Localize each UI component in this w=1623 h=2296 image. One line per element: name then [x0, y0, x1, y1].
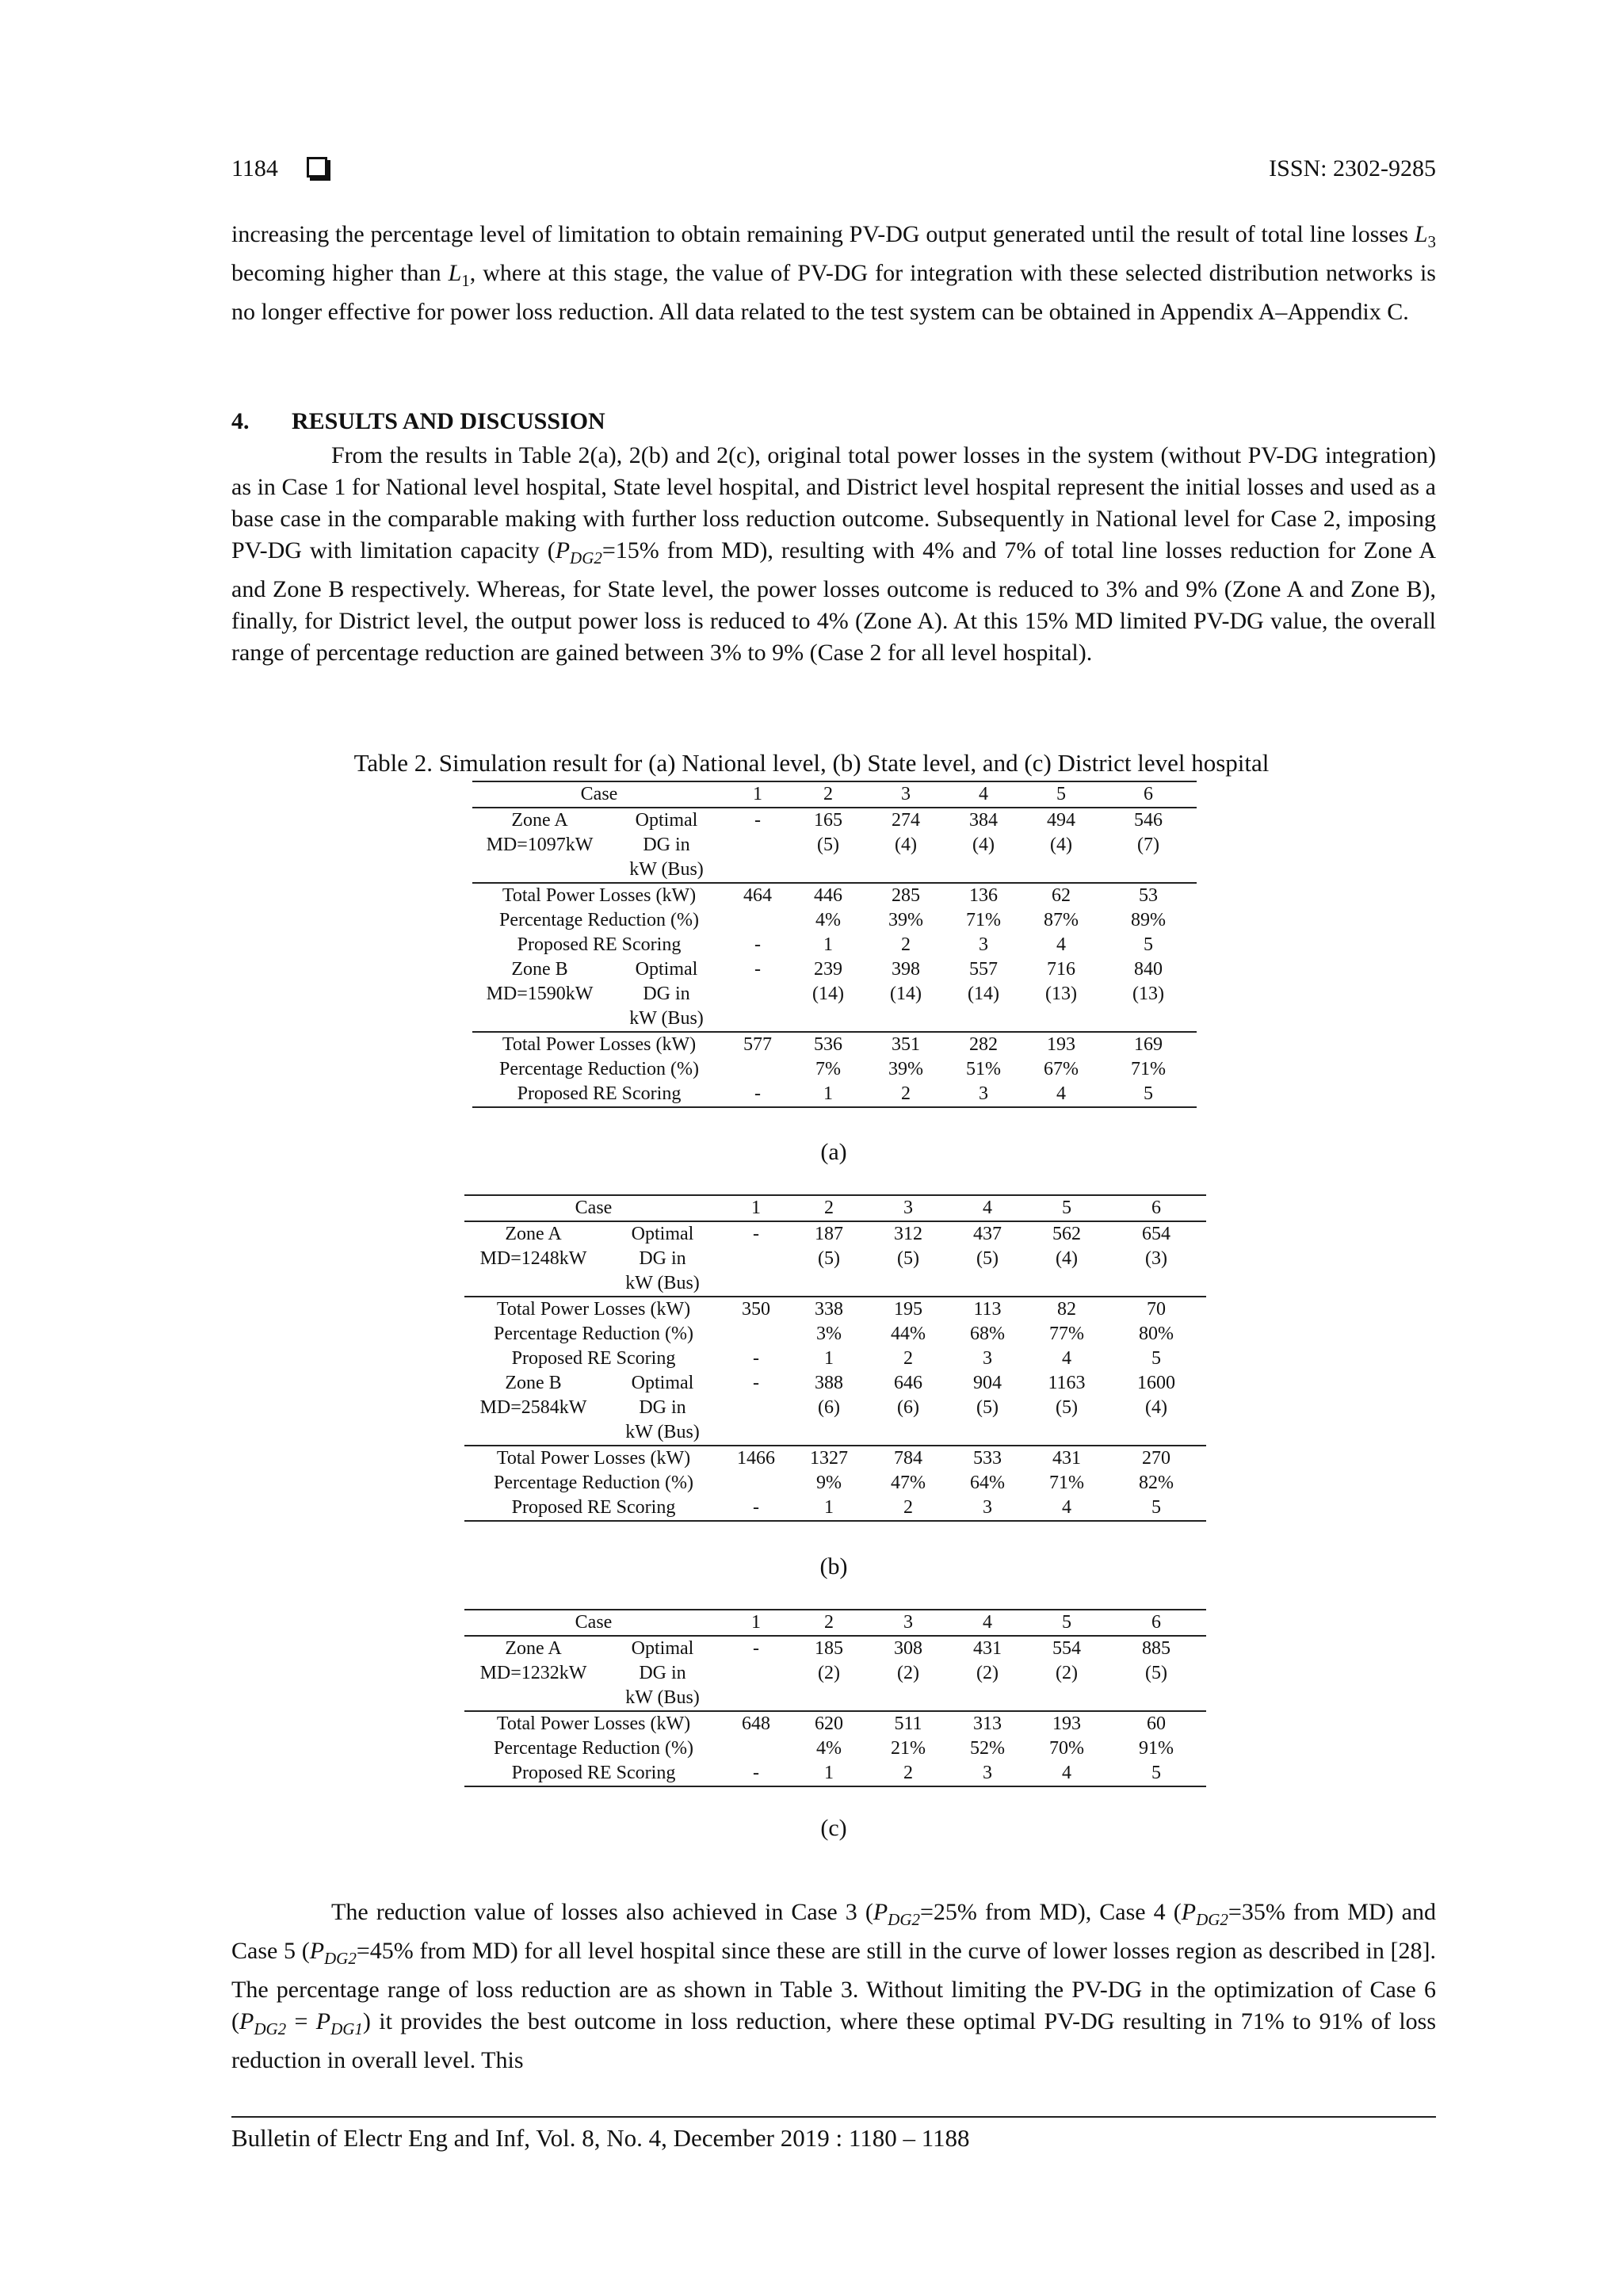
math-pdg2-a: $P_{DG2}$	[873, 1899, 921, 1929]
percentage-reduction-value: 68%	[970, 1324, 1005, 1344]
dg-value: 437	[973, 1224, 1002, 1244]
re-scoring-value: 5	[1144, 934, 1153, 955]
footer-citation: Bulletin of Electr Eng and Inf, Vol. 8, No. 4, December 2019 : 1180 – 1188	[231, 2124, 970, 2152]
zone-md: MD=2584kW	[479, 1397, 587, 1418]
zone-name: Zone A	[511, 810, 568, 831]
total-power-losses-label: Total Power Losses (kW)	[472, 1032, 726, 1057]
percentage-reduction-value	[723, 1322, 789, 1347]
results-text-2: =15% from MD), resulting with 4% and 7% of total line losses reduction for Zone A and Zone B respectively. Whereas, for State level, the power losses outcome is reduced to 3% and 9% (Zone A and Zone B), finally, for District level, the output power loss is reduced to 4% (Zone A). At this 15% MD limited PV-DG value, the overall range of percentage reduction are gained between 3% to 9% (Case 2 for all level hospital).	[231, 537, 1436, 666]
dg-bus: (2)	[976, 1663, 999, 1683]
percentage-reduction-value	[723, 1471, 789, 1496]
total-power-losses-value: 533	[948, 1446, 1027, 1471]
percentage-reduction-value: 4%	[815, 910, 841, 930]
zone-name: Zone A	[505, 1224, 562, 1244]
re-scoring-value: 3	[945, 1082, 1022, 1107]
dg-bus: (5)	[1056, 1397, 1078, 1418]
dg-label: DG in	[639, 1248, 686, 1269]
dg-label: kW (Bus)	[625, 1273, 700, 1293]
re-scoring-value: 4	[1062, 1348, 1071, 1369]
column-header: 4	[948, 1610, 1027, 1636]
dg-bus: (5)	[1145, 1663, 1167, 1683]
re-scoring-value: 5	[1151, 1348, 1161, 1369]
percentage-reduction-value: 4%	[816, 1738, 842, 1759]
closing-text-1: The reduction value of losses also achieved in Case 3 (	[331, 1899, 873, 1925]
dg-bus: (4)	[1056, 1248, 1078, 1269]
column-header: 1	[723, 1610, 789, 1636]
re-scoring-value: 4	[1027, 1496, 1106, 1521]
column-header: 5	[1027, 1610, 1106, 1636]
intro-text-1: increasing the percentage level of limitation to obtain remaining PV-DG output generated until the result of total line losses	[231, 221, 1415, 247]
closing-text-4: =45% from MD) for all level hospital since these are still in the curve of lower losses region as described in [28]. The percentage range of loss reduction are as shown in Table 3. Without limiting the PV-DG in the optimization of Case 6 (	[231, 1938, 1436, 2034]
table-a	[472, 781, 1197, 1108]
dg-value: 557	[969, 959, 998, 980]
zone-name: Zone B	[505, 1373, 562, 1393]
column-header: 6	[1106, 1195, 1206, 1221]
re-scoring-value: -	[754, 934, 761, 955]
total-power-losses-value: 60	[1106, 1711, 1206, 1736]
re-scoring-value: 2	[903, 1348, 913, 1369]
column-header: 4	[945, 781, 1022, 808]
column-header: 2	[789, 1610, 869, 1636]
re-scoring-value: 1	[823, 934, 833, 955]
dg-label: DG in	[643, 835, 690, 855]
total-power-losses-value: 270	[1106, 1446, 1206, 1471]
dg-label: Optimal	[631, 1224, 694, 1244]
results-paragraph	[231, 440, 1436, 669]
table-b-label: (b)	[819, 1553, 848, 1580]
math-L1: $L_1$	[448, 260, 470, 290]
table-c-label: (c)	[820, 1815, 847, 1841]
column-header: 3	[869, 1195, 948, 1221]
section-number: 4.	[231, 408, 250, 434]
zone-md: MD=1248kW	[479, 1248, 587, 1269]
re-scoring-value: 2	[869, 1761, 948, 1786]
column-header-case: Case	[464, 1610, 723, 1636]
zone-md: MD=1232kW	[479, 1663, 587, 1683]
percentage-reduction-value: 77%	[1049, 1324, 1084, 1344]
dg-label: DG in	[639, 1663, 686, 1683]
total-power-losses-value: 70	[1106, 1297, 1206, 1322]
dg-bus: (5)	[897, 1248, 919, 1269]
dg-bus: (5)	[817, 835, 839, 855]
square-bullet-icon	[307, 157, 327, 178]
dg-bus: (14)	[968, 984, 999, 1004]
total-power-losses-value: 511	[869, 1711, 948, 1736]
dg-label: kW (Bus)	[625, 1422, 700, 1442]
dg-value: 239	[814, 959, 842, 980]
total-power-losses-value: 446	[789, 883, 867, 908]
percentage-reduction-value: 52%	[970, 1738, 1005, 1759]
percentage-reduction-value: 71%	[966, 910, 1001, 930]
dg-label: Optimal	[631, 1638, 694, 1659]
column-header: 6	[1100, 781, 1197, 808]
total-power-losses-value: 62	[1022, 883, 1100, 908]
footer-rule	[231, 2116, 1436, 2118]
re-scoring-value: -	[723, 1496, 789, 1521]
math-pdg1: $P_{DG1}$	[315, 2008, 363, 2038]
total-power-losses-value: 648	[723, 1711, 789, 1736]
dg-value: 185	[815, 1638, 843, 1659]
percentage-reduction-value: 70%	[1049, 1738, 1084, 1759]
percentage-reduction-value: 87%	[1044, 910, 1079, 930]
percentage-reduction-value: 80%	[1139, 1324, 1174, 1344]
total-power-losses-value: 82	[1027, 1297, 1106, 1322]
re-scoring-value: 1	[789, 1082, 867, 1107]
re-scoring-label: Proposed RE Scoring	[511, 1348, 676, 1369]
dg-value: 494	[1047, 810, 1075, 831]
percentage-reduction-label: Percentage Reduction (%)	[494, 1473, 693, 1493]
dg-value: 388	[815, 1373, 843, 1393]
re-scoring-value: 3	[948, 1496, 1027, 1521]
percentage-reduction-value: 89%	[1131, 910, 1166, 930]
percentage-reduction-label: Percentage Reduction (%)	[499, 1059, 699, 1079]
column-header: 2	[789, 781, 867, 808]
dg-value: 1163	[1048, 1373, 1086, 1393]
section-title: RESULTS AND DISCUSSION	[292, 408, 605, 434]
math-pdg2-d: $P_{DG2}$	[239, 2008, 287, 2038]
total-power-losses-value: 169	[1100, 1032, 1197, 1057]
re-scoring-label: Proposed RE Scoring	[464, 1761, 723, 1786]
column-header-case: Case	[464, 1195, 723, 1221]
total-power-losses-value: 1466	[723, 1446, 789, 1471]
column-header: 3	[869, 1610, 948, 1636]
dg-value: 554	[1052, 1638, 1081, 1659]
math-pdg2-b: $P_{DG2}$	[1181, 1899, 1228, 1929]
re-scoring-value: 5	[1100, 1082, 1197, 1107]
dg-value: 398	[892, 959, 920, 980]
zone-name: Zone A	[505, 1638, 562, 1659]
math-equals: =	[286, 2008, 316, 2034]
total-power-losses-label: Total Power Losses (kW)	[472, 883, 726, 908]
intro-text-2: becoming higher than	[231, 260, 449, 286]
dg-value: 384	[969, 810, 998, 831]
percentage-reduction-value: 7%	[815, 1059, 841, 1079]
dg-bus: (2)	[897, 1663, 919, 1683]
dg-value: 840	[1134, 959, 1163, 980]
re-scoring-value: 2	[867, 1082, 945, 1107]
table-cell: -	[754, 810, 761, 831]
table-cell: -	[753, 1638, 759, 1659]
dg-bus: (5)	[818, 1248, 840, 1269]
re-scoring-value: 1	[824, 1348, 834, 1369]
percentage-reduction-value: 71%	[1131, 1059, 1166, 1079]
column-header-case: Case	[472, 781, 726, 808]
re-scoring-value: 1	[789, 1496, 869, 1521]
math-pdg2: $P_{DG2}$	[555, 537, 602, 567]
percentage-reduction-value: 91%	[1139, 1738, 1174, 1759]
dg-value: 274	[892, 810, 920, 831]
total-power-losses-value: 285	[867, 883, 945, 908]
dg-label: kW (Bus)	[629, 859, 704, 880]
re-scoring-label: Proposed RE Scoring	[472, 1082, 726, 1107]
total-power-losses-label: Total Power Losses (kW)	[464, 1711, 723, 1736]
re-scoring-value: 5	[1106, 1761, 1206, 1786]
dg-bus: (4)	[1145, 1397, 1167, 1418]
closing-text-3: =35% from MD) and Case 5 (	[231, 1899, 1436, 1964]
percentage-reduction-value: 47%	[891, 1473, 926, 1493]
total-power-losses-value: 338	[789, 1297, 869, 1322]
total-power-losses-value: 53	[1100, 883, 1197, 908]
dg-bus: (13)	[1132, 984, 1164, 1004]
percentage-reduction-label: Percentage Reduction (%)	[494, 1738, 693, 1759]
dg-bus: (14)	[812, 984, 844, 1004]
zone-md: MD=1590kW	[486, 984, 594, 1004]
math-L3: $L_3$	[1414, 221, 1436, 251]
re-scoring-value: 4	[1022, 1082, 1100, 1107]
dg-label: Optimal	[635, 810, 698, 831]
dg-label: Optimal	[635, 959, 698, 980]
total-power-losses-value: 351	[867, 1032, 945, 1057]
total-power-losses-value: 136	[945, 883, 1022, 908]
total-power-losses-value: 193	[1022, 1032, 1100, 1057]
total-power-losses-value: 1327	[789, 1446, 869, 1471]
percentage-reduction-value: 44%	[891, 1324, 926, 1344]
re-scoring-value: -	[723, 1761, 789, 1786]
table-caption: Table 2. Simulation result for (a) National level, (b) State level, and (c) District level hospital	[353, 749, 1270, 777]
dg-value: 165	[814, 810, 842, 831]
percentage-reduction-value: 71%	[1049, 1473, 1084, 1493]
re-scoring-value: 3	[979, 934, 988, 955]
zone-md: MD=1097kW	[486, 835, 594, 855]
dg-bus: (2)	[818, 1663, 840, 1683]
dg-value: 716	[1047, 959, 1075, 980]
column-header: 1	[723, 1195, 789, 1221]
total-power-losses-value: 620	[789, 1711, 869, 1736]
intro-text-3: , where at this stage, the value of PV-DG for integration with these selected distribution networks is no longer effective for power loss reduction. All data related to the test system can be obtained in Appendix A–Appendix C.	[231, 260, 1436, 325]
dg-bus: (4)	[1050, 835, 1072, 855]
dg-bus: (7)	[1137, 835, 1159, 855]
dg-bus: (5)	[976, 1397, 999, 1418]
percentage-reduction-value: 9%	[816, 1473, 842, 1493]
column-header: 2	[789, 1195, 869, 1221]
re-scoring-value: 4	[1056, 934, 1066, 955]
page-number-header	[231, 155, 327, 182]
dg-value: 646	[894, 1373, 922, 1393]
column-header: 3	[867, 781, 945, 808]
total-power-losses-value: 282	[945, 1032, 1022, 1057]
section-heading	[231, 408, 605, 435]
table-a-label: (a)	[820, 1139, 847, 1165]
percentage-reduction-value	[726, 1057, 789, 1082]
percentage-reduction-value: 39%	[888, 1059, 923, 1079]
total-power-losses-value: 350	[723, 1297, 789, 1322]
issn: ISSN: 2302-9285	[1269, 155, 1436, 181]
percentage-reduction-label: Percentage Reduction (%)	[494, 1324, 693, 1344]
dg-label: Optimal	[631, 1373, 694, 1393]
closing-text-5: ) it provides the best outcome in loss reduction, where these optimal PV-DG resulting in 71% to 91% of loss reduction in overall level. This	[231, 2008, 1436, 2073]
column-header: 5	[1022, 781, 1100, 808]
dg-value: 904	[973, 1373, 1002, 1393]
total-power-losses-value: 431	[1027, 1446, 1106, 1471]
zone-name: Zone B	[511, 959, 568, 980]
dg-value: 562	[1052, 1224, 1081, 1244]
dg-value: 885	[1142, 1638, 1170, 1659]
dg-value: 308	[894, 1638, 922, 1659]
percentage-reduction-value: 82%	[1139, 1473, 1174, 1493]
column-header: 4	[948, 1195, 1027, 1221]
re-scoring-value: 3	[983, 1348, 992, 1369]
dg-value: 431	[973, 1638, 1002, 1659]
closing-text-2: =25% from MD), Case 4 (	[920, 1899, 1182, 1925]
dg-bus: (6)	[818, 1397, 840, 1418]
dg-value: 312	[894, 1224, 922, 1244]
re-scoring-value: 5	[1106, 1496, 1206, 1521]
dg-bus: (14)	[890, 984, 922, 1004]
dg-label: kW (Bus)	[629, 1008, 704, 1029]
re-scoring-value: 4	[1027, 1761, 1106, 1786]
table-cell: -	[753, 1373, 759, 1393]
table-cell: -	[753, 1224, 759, 1244]
table-c	[464, 1609, 1206, 1787]
dg-label: DG in	[639, 1397, 686, 1418]
closing-paragraph	[231, 1897, 1436, 2076]
re-scoring-label: Proposed RE Scoring	[517, 934, 682, 955]
percentage-reduction-value: 21%	[891, 1738, 926, 1759]
percentage-reduction-value: 67%	[1044, 1059, 1079, 1079]
dg-bus: (13)	[1045, 984, 1077, 1004]
total-power-losses-value: 464	[726, 883, 789, 908]
total-power-losses-value: 195	[869, 1297, 948, 1322]
re-scoring-value: 1	[789, 1761, 869, 1786]
percentage-reduction-value	[726, 908, 789, 933]
dg-bus: (2)	[1056, 1663, 1078, 1683]
percentage-reduction-label: Percentage Reduction (%)	[499, 910, 699, 930]
total-power-losses-value: 193	[1027, 1711, 1106, 1736]
re-scoring-value: 2	[901, 934, 911, 955]
dg-bus: (4)	[972, 835, 995, 855]
re-scoring-label: Proposed RE Scoring	[464, 1496, 723, 1521]
total-power-losses-value: 577	[726, 1032, 789, 1057]
re-scoring-value: 3	[948, 1761, 1027, 1786]
total-power-losses-value: 113	[948, 1297, 1027, 1322]
dg-value: 654	[1142, 1224, 1170, 1244]
table-b	[464, 1194, 1206, 1522]
results-text-1: From the results in Table 2(a), 2(b) and 2(c), original total power losses in the system (without PV-DG integration) as in Case 1 for National level hospital, State level hospital, and District level hospital represent the initial losses and used as a base case in the comparable making with further loss reduction outcome. Subsequently in National level for Case 2, imposing PV-DG with limitation capacity (	[231, 442, 1436, 563]
re-scoring-value: -	[753, 1348, 759, 1369]
dg-bus: (5)	[976, 1248, 999, 1269]
dg-value: 1600	[1137, 1373, 1175, 1393]
dg-value: 187	[815, 1224, 843, 1244]
dg-label: DG in	[643, 984, 690, 1004]
column-header: 6	[1106, 1610, 1206, 1636]
total-power-losses-value: 536	[789, 1032, 867, 1057]
math-pdg2-c: $P_{DG2}$	[309, 1938, 357, 1968]
dg-bus: (6)	[897, 1397, 919, 1418]
dg-bus: (3)	[1145, 1248, 1167, 1269]
dg-bus: (4)	[895, 835, 917, 855]
total-power-losses-label: Total Power Losses (kW)	[464, 1446, 723, 1471]
column-header: 1	[726, 781, 789, 808]
column-header: 5	[1027, 1195, 1106, 1221]
table-cell: -	[754, 959, 761, 980]
re-scoring-value: -	[726, 1082, 789, 1107]
intro-paragraph	[231, 219, 1436, 328]
percentage-reduction-value: 64%	[970, 1473, 1005, 1493]
percentage-reduction-value	[723, 1736, 789, 1761]
percentage-reduction-value: 3%	[816, 1324, 842, 1344]
page-number: 1184	[231, 155, 278, 181]
percentage-reduction-value: 39%	[888, 910, 923, 930]
dg-label: kW (Bus)	[625, 1687, 700, 1708]
total-power-losses-value: 313	[948, 1711, 1027, 1736]
total-power-losses-value: 784	[869, 1446, 948, 1471]
total-power-losses-label: Total Power Losses (kW)	[464, 1297, 723, 1322]
percentage-reduction-value: 51%	[966, 1059, 1001, 1079]
re-scoring-value: 2	[869, 1496, 948, 1521]
dg-value: 546	[1134, 810, 1163, 831]
